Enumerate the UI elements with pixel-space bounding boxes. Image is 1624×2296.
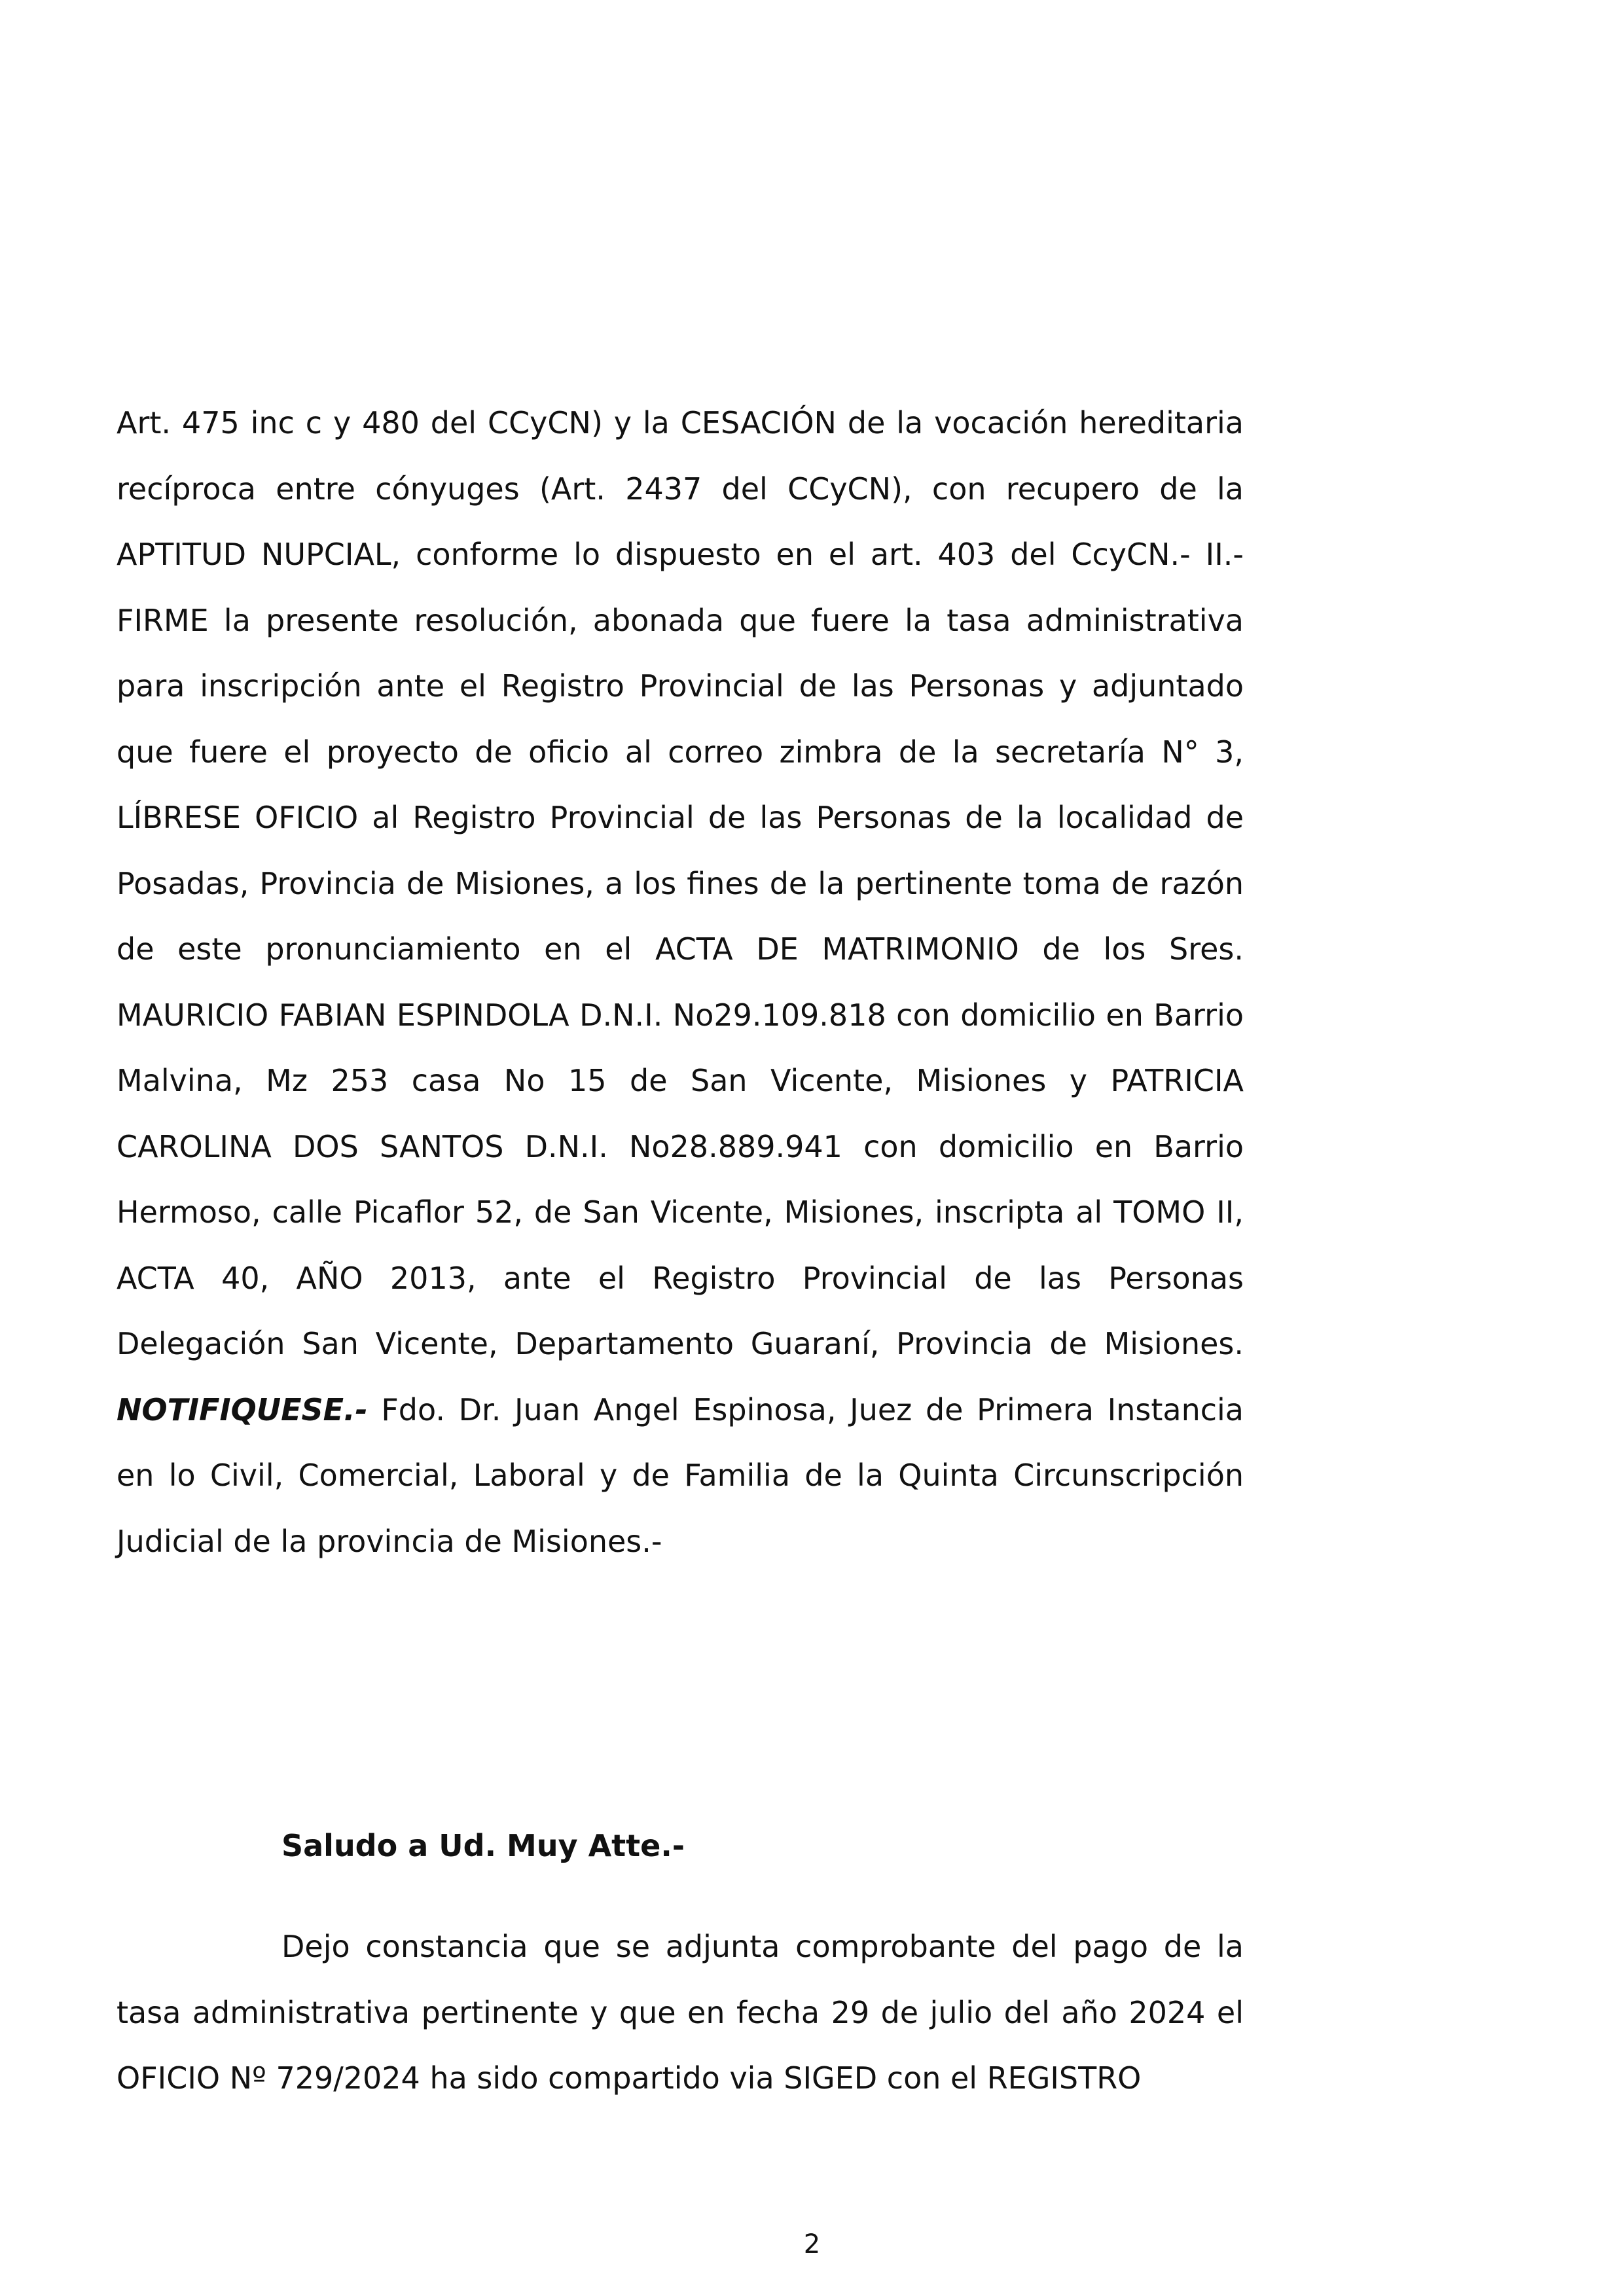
page-number: 2 [803,2229,821,2259]
resolution-text-before: Art. 475 inc c y 480 del CCyCN) y la CESACIÓN de la vocación hereditaria recíproca entre cónyuges (Art. 2437 del CCyCN), con recupero de la APTITUD NUPCIAL, conforme lo dispuesto en el art. 403 del CcyCN.- II.- FIRME la presente resolución, abonada que fuere la tasa administrativa para inscripción ante el Registro Provincial de las Personas y adjuntado que fuere el proyecto de oficio al correo zimbra de la secretaría N° 3, LÍBRESE OFICIO al Registro Provincial de las Personas de la localidad de Posadas, Provincia de Misiones, a los fines de la pertinente toma de razón de este pronunciamiento en el ACTA DE MATRIMONIO de los Sres. MAURICIO FABIAN ESPINDOLA D.N.I. No29.109.818 con domicilio en Barrio Malvina, Mz 253 casa No 15 de San Vicente, Misiones y PATRICIA CAROLINA DOS SANTOS D.N.I. No28.889.941 con domicilio en Barrio Hermoso, calle Picaflor 52, de San Vicente, Misiones, inscripta al TOMO II, ACTA 40, AÑO 2013, ante el Registro Provincial de las Personas Delegación San Vicente, Departamento Guaraní, Provincia de Misiones. [117,405,1244,1361]
resolution-text [117,390,1244,1574]
notifiquese-emphasis: NOTIFIQUESE.- [117,1391,368,1427]
payment-note-paragraph: Dejo constancia que se adjunta comprobante del pago de la tasa administrativa pertinente y que en fecha 29 de julio del año 2024 el OFICIO Nº 729/2024 ha sido compartido via SIGED con el REGISTRO [117,1929,1244,2096]
closing-salutation: Saludo a Ud. Muy Atte.- [281,1828,685,1863]
resolution-paragraph [117,390,1244,1574]
resolution-text-after: Fdo. Dr. Juan Angel Espinosa, Juez de Primera Instancia en lo Civil, Comercial, Laboral y de Familia de la Quinta Circunscripción Judicial de la provincia de Misiones.- [117,1391,1244,1559]
